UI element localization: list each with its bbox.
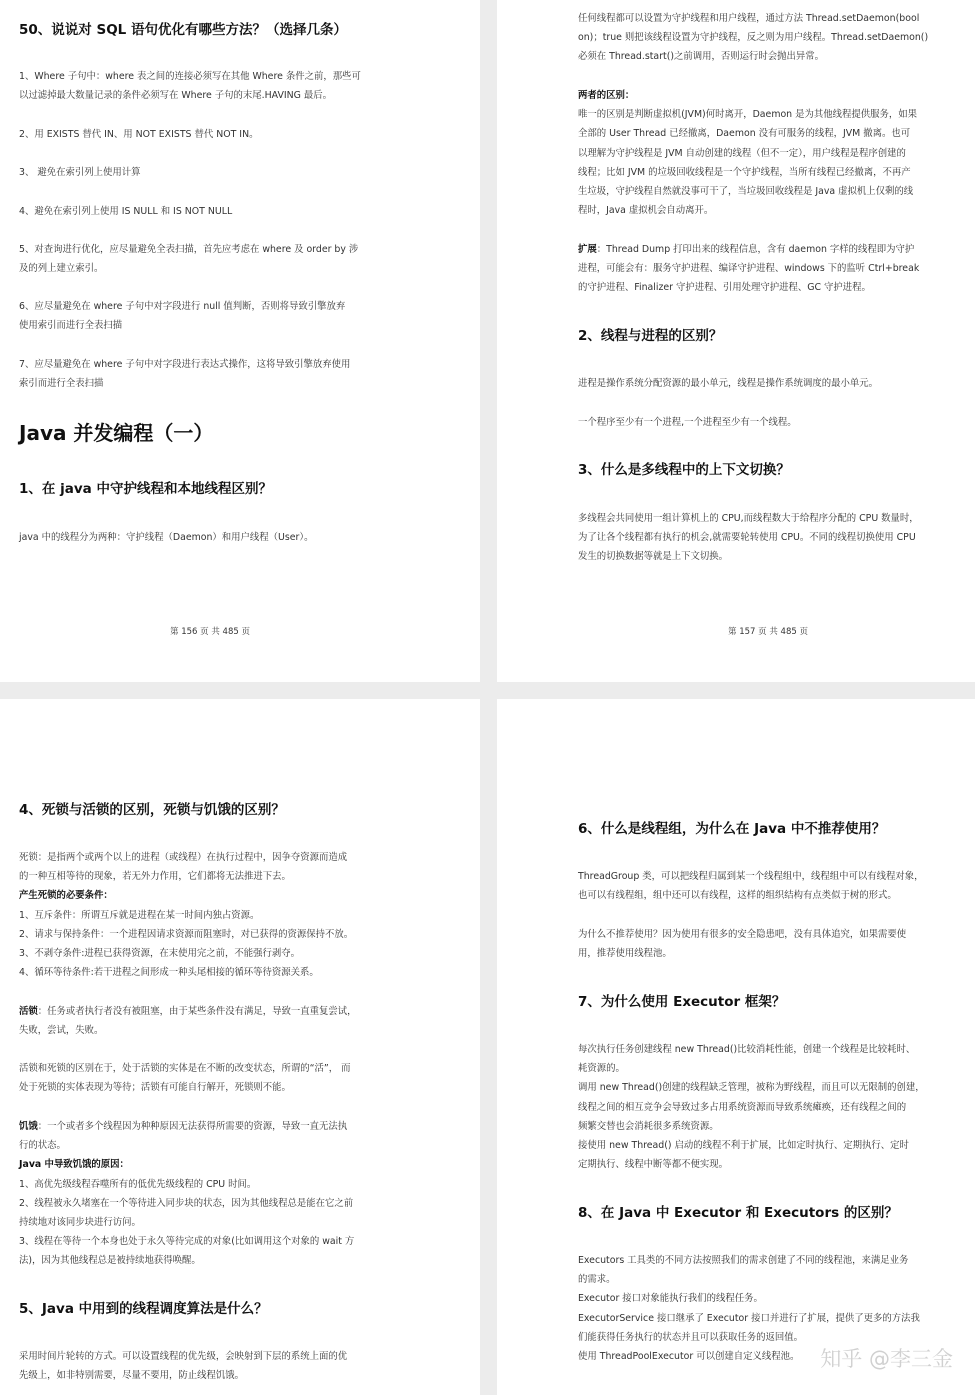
text-line: 使用 ThreadPoolExecutor 可以创建自定义线程池。 [578,1351,800,1363]
text-line: java 中的线程分为两种：守护线程（Daemon）和用户线程（User）。 [19,532,314,543]
text-line: 全部的 User Thread 已经撤离，Daemon 没有可服务的线程，JVM 撤离。也可 [578,128,911,140]
text-line: 1、Where 子句中：where 表之间的连接必须写在其他 Where 条件之前，那些可 [19,71,361,82]
section-heading: 50、说说对 SQL 语句优化有哪些方法？（选择几条） [19,22,347,38]
text-line: 处于死锁的实体表现为等待；活锁有可能自行解开，死锁则不能。 [19,1082,291,1094]
section-heading: 6、什么是线程组，为什么在 Java 中不推荐使用？ [578,821,886,837]
text-line: 4、循环等待条件:若干进程之间形成一种头尾相接的循环等待资源关系。 [19,967,319,979]
text-line: 必须在 Thread.start()之前调用，否则运行时会抛出异常。 [578,51,825,63]
text-span: ：Thread Dump 打印出来的线程信息，含有 daemon 字样的线程即为守护 [596,244,915,255]
text-line: 定期执行、线程中断等都不便实现。 [578,1159,729,1171]
text-line: 法)，因为其他线程总是被持续地获得唤醒。 [19,1255,201,1267]
text-line: 持续地对该同步块进行访问。 [19,1217,141,1229]
section-heading: 3、什么是多线程中的上下文切换？ [578,462,790,478]
text-line: 们能获得任务执行的状态并且可以获取任务的返回值。 [578,1331,804,1343]
text-line: 接使用 new Thread() 启动的线程不利于扩展，比如定时执行、定期执行、定时 [578,1140,909,1152]
text-line: 一个程序至少有一个进程,一个进程至少有一个线程。 [578,417,797,428]
document-page-157 [497,0,975,682]
text-line: 3、 避免在索引列上使用计算 [19,167,141,178]
text-line [19,886,458,905]
text-line: Executor 接口对象能执行我们的线程任务。 [578,1293,763,1305]
section-heading: 1、在 java 中守护线程和本地线程区别？ [19,481,272,497]
text-line: 采用时间片轮转的方式。可以设置线程的优先级，会映射到下层的系统上面的优 [19,1351,348,1362]
text-line: 的一种互相等待的现象，若无外力作用，它们都将无法推进下去。 [19,871,291,883]
text-line: 2、线程被永久堵塞在一个等待进入同步块的状态，因为其他线程总是能在它之前 [19,1197,354,1209]
text-line: ThreadGroup 类，可以把线程归属到某一个线程组中，线程组中可以有线程对象， [578,871,924,882]
section-heading: 5、Java 中用到的线程调度算法是什么？ [19,1301,268,1317]
text-line: 每次执行任务创建线程 new Thread()比较消耗性能，创建一个线程是比较耗时、 [578,1044,916,1055]
text-line: 进程，可能会有：服务守护进程、编译守护进程、windows 下的监听 Ctrl+break [578,263,920,275]
text-line: 6、应尽量避免在 where 子句中对字段进行 null 值判断，否则将导致引擎放弃 [19,301,346,312]
text-line: 7、应尽量避免在 where 子句中对字段进行表达式操作，这将导致引擎放弃使用 [19,359,351,370]
text-line: 程时，Java 虚拟机会自动离开。 [578,205,714,217]
text-line: 1、互斥条件：所谓互斥就是进程在某一时间内独占资源。 [19,909,260,921]
text-line: Executors 工具类的不同方法按照我们的需求创建了不同的线程池，来满足业务 [578,1255,909,1266]
text-line: 耗资源的。 [578,1063,625,1075]
text-line: 3、不剥夺条件:进程已获得资源，在末使用完之前，不能强行剥夺。 [19,948,301,960]
bold-label: 扩展 [578,244,597,255]
text-line: on)；true 则把该线程设置为守护线程，反之则为用户线程。Thread.setDaemon() [578,32,929,44]
text-line: 发生的切换数据等就是上下文切换。 [578,551,729,563]
page-footer: 第 157 页 共 485 页 [728,627,808,637]
text-line: 任何线程都可以设置为守护线程和用户线程，通过方法 Thread.setDaemon(bool [578,13,920,24]
text-line: ExecutorService 接口继承了 Executor 接口并进行了扩展，提供了更多的方法我 [578,1312,920,1324]
text-line: 3、线程在等待一个本身也处于永久等待完成的对象(比如调用这个对象的 wait 方 [19,1236,355,1248]
text-line: 死锁：是指两个或两个以上的进程（或线程）在执行过程中，因争夺资源而造成 [19,852,348,863]
text-line: 使用索引而进行全表扫描 [19,320,123,332]
bold-label: Java 中导致饥饿的原因： [19,1159,129,1171]
text-line: 1、高优先级线程吞噬所有的低优先级线程的 CPU 时间。 [19,1178,257,1190]
text-line: 生垃圾，守护线程自然就没事可干了，当垃圾回收线程是 Java 虚拟机上仅剩的线 [578,186,914,198]
text-line: 线程之间的相互竞争会导致过多占用系统资源而导致系统瘫痪，还有线程之间的 [578,1101,907,1113]
text-line [19,1155,458,1174]
bold-label: 产生死锁的必要条件： [19,890,113,902]
text-line: 2、用 EXISTS 替代 IN、用 NOT EXISTS 替代 NOT IN。 [19,129,259,140]
text-line: 先级上，如非特别需要，尽量不要用，防止线程饥饿。 [19,1370,245,1382]
document-page [497,699,975,1395]
document-page [0,699,480,1395]
text-line: 频繁交替也会消耗很多系统资源。 [578,1120,719,1132]
text-line: 活锁和死锁的区别在于，处于活锁的实体是在不断的改变状态，所谓的“活”， 而 [19,1063,351,1074]
chapter-title: Java 并发编程（一） [19,421,214,445]
text-line: 也可以有线程组，组中还可以有线程，这样的组织结构有点类似于树的形式。 [578,890,897,902]
text-line: 以理解为守护线程是 JVM 自动创建的线程（但不一定），用户线程是程序创建的 [578,147,906,159]
text-line: 行的状态。 [19,1140,66,1152]
text-line: 索引而进行全表扫描 [19,378,104,390]
text-line: 2、请求与保持条件：一个进程因请求资源而阻塞时，对已获得的资源保持不放。 [19,928,354,940]
text-line: 的守护进程、Finalizer 守护进程、引用处理守护进程、GC 守护进程。 [578,282,871,294]
text-line: 5、对查询进行优化，应尽量避免全表扫描，首先应考虑在 where 及 order by 涉 [19,244,359,255]
bold-label: 两者的区别 [578,90,625,101]
section-heading: 8、在 Java 中 Executor 和 Executors 的区别？ [578,1205,898,1221]
text-line: 进程是操作系统分配资源的最小单元，线程是操作系统调度的最小单元。 [578,378,879,389]
bold-label: 饥饿 [19,1121,38,1132]
section-heading: 7、为什么使用 Executor 框架？ [578,994,786,1010]
text-line: 及的列上建立索引。 [19,263,104,275]
page-footer: 第 156 页 共 485 页 [170,627,250,637]
text-line: 唯一的区别是判断虚拟机(JVM)何时离开，Daemon 是为其他线程提供服务，如果 [578,109,917,121]
text-line: 的需求。 [578,1274,616,1286]
section-heading: 2、线程与进程的区别？ [578,328,723,344]
text-span: ：任务或者执行者没有被阻塞，由于某些条件没有满足，导致一直重复尝试， [37,1006,357,1017]
text-line: 失败，尝试，失败。 [19,1025,104,1037]
text-line: 多线程会共同使用一组计算机上的 CPU,而线程数大于给程序分配的 CPU 数量时， [578,513,919,524]
text-line: 为了让各个线程都有执行的机会,就需要轮转使用 CPU。不同的线程切换使用 CPU [578,532,916,544]
text-line [578,240,957,259]
section-heading: 4、死锁与活锁的区别，死锁与饥饿的区别？ [19,802,285,818]
text-line: 为什么不推荐使用？因为使用有很多的安全隐患吧，没有具体追究，如果需要使 [578,929,907,940]
text-line [19,1117,458,1136]
text-line: 以过滤掉最大数量记录的条件必须写在 Where 子句的末尾.HAVING 最后。 [19,90,333,102]
text-span: ：一个或者多个线程因为种种原因无法获得所需要的资源，导致一直无法执 [37,1121,348,1132]
zhihu-watermark: 知乎 @李三金 [820,1347,953,1371]
text-line: 调用 new Thread()创建的线程缺乏管理，被称为野线程，而且可以无限制的创建， [578,1082,925,1094]
bold-label: 活锁 [19,1006,38,1017]
text-line [19,1002,458,1021]
text-line: 4、避免在索引列上使用 IS NULL 和 IS NOT NULL [19,206,233,217]
text-line: 用，推荐使用线程池。 [578,948,672,960]
document-page-156 [0,0,480,682]
text-line: 两者的区别： [578,90,635,101]
text-line: 线程；比如 JVM 的垃圾回收线程是一个守护线程，当所有线程已经撤离，不再产 [578,166,911,178]
